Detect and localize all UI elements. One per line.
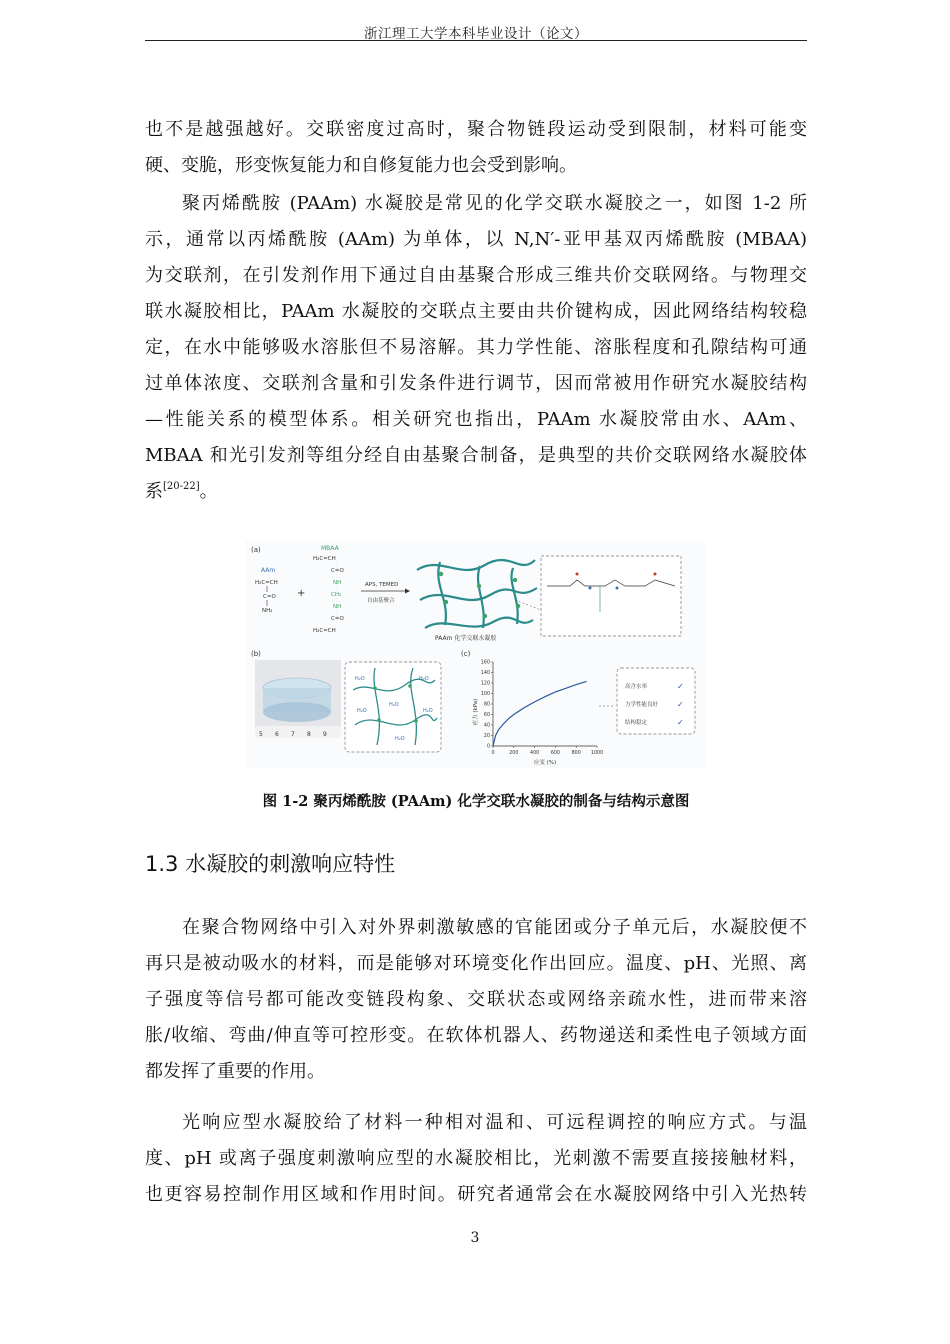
chart-x-tick-label: 800 xyxy=(571,751,581,756)
ruler-mark: 7 xyxy=(291,731,295,738)
page-number: 3 xyxy=(470,1230,480,1246)
water-label: H₂O xyxy=(355,676,365,682)
header-rule xyxy=(145,40,807,41)
ruler xyxy=(255,726,341,738)
water-label: H₂O xyxy=(419,676,429,682)
chart-x-tick-label: 400 xyxy=(530,751,540,756)
text-line: 为交联剂，在引发剂作用下通过自由基聚合形成三维共价交联网络。与物理交 xyxy=(145,265,807,286)
arrow-label-top: APS, TEMED xyxy=(365,582,399,588)
running-header: 浙江理工大学本科毕业设计（论文） xyxy=(364,26,588,42)
paragraph-2 xyxy=(145,186,807,510)
aam-amine: NH₂ xyxy=(262,608,273,614)
water-label: H₂O xyxy=(423,708,433,714)
chart-x-tick-label: 200 xyxy=(509,751,519,756)
figure-svg xyxy=(245,540,705,768)
water-label: H₂O xyxy=(357,708,367,714)
mbaa-nh-bottom: NH xyxy=(333,604,342,610)
paragraph-1 xyxy=(145,112,807,184)
paragraph-4 xyxy=(145,1105,807,1213)
chart-y-tick-label: 40 xyxy=(483,723,490,729)
text-line: 聚丙烯酰胺 (PAAm) 水凝胶是常见的化学交联水凝胶之一，如图 1-2 所 xyxy=(182,193,807,214)
chart-y-tick-label: 100 xyxy=(480,692,490,698)
aam-vinyl: H₂C=CH xyxy=(255,580,278,586)
chart-y-tick-label: 60 xyxy=(483,713,490,719)
water-label: H₂O xyxy=(395,736,405,742)
zoom-box-a xyxy=(541,556,681,636)
polymer-network xyxy=(417,560,537,628)
mbaa-co-top: C=O xyxy=(331,568,344,574)
mbaa-ch2: CH₂ xyxy=(331,592,342,598)
text-line: 也不是越强越好。交联密度过高时，聚合物链段运动受到限制，材料可能变 xyxy=(145,119,807,140)
mbaa-co-bottom: C=O xyxy=(331,616,344,622)
mbaa-label: MBAA xyxy=(321,545,339,552)
chart-y-label: 应力 (kPa) xyxy=(473,698,479,726)
text-end: 系 xyxy=(145,481,163,502)
text-line: 定，在水中能够吸水溶胀但不易溶解。其力学性能、溶胀程度和孔隙结构可通 xyxy=(145,337,807,358)
panel-b-label: (b) xyxy=(251,650,261,658)
ruler-mark: 9 xyxy=(323,731,327,738)
text-line-last xyxy=(145,474,807,510)
legend-item-water: 高含水率 xyxy=(625,684,648,690)
chart-y-tick-label: 0 xyxy=(486,744,490,750)
chart-y-tick-label: 120 xyxy=(480,681,490,687)
text-line: 联水凝胶相比，PAAm 水凝胶的交联点主要由共价键构成，因此网络结构较稳 xyxy=(145,301,807,322)
text-line: 过单体浓度、交联剂含量和引发条件进行调节，因而常被用作研究水凝胶结构 xyxy=(145,373,807,394)
stress-strain-chart xyxy=(481,660,603,756)
paragraph-3 xyxy=(145,910,807,1090)
section-heading: 1.3 水凝胶的刺激响应特性 xyxy=(145,852,396,876)
legend-item-stable: 结构稳定 xyxy=(625,720,648,726)
text-line: 光响应型水凝胶给了材料一种相对温和、可远程调控的响应方式。与温 xyxy=(182,1112,807,1133)
text-line: 子强度等信号都可能改变链段构象、交联状态或网络亲疏水性，进而带来溶 xyxy=(145,989,807,1010)
ruler-mark: 8 xyxy=(307,731,311,738)
chart-y-tick-label: 80 xyxy=(483,702,490,708)
plus-sign: + xyxy=(297,588,306,599)
text-line: 再只是被动吸水的材料，而是能够对环境变化作出回应。温度、pH、光照、离 xyxy=(145,953,807,974)
aam-carbonyl: C=O xyxy=(263,594,276,600)
aam-label: AAm xyxy=(261,567,276,574)
text-line: 也更容易控制作用区域和作用时间。研究者通常会在水凝胶网络中引入光热转 xyxy=(145,1184,807,1205)
chart-x-tick-label: 0 xyxy=(491,751,495,756)
chart-x-tick-label: 600 xyxy=(550,751,560,756)
chart-y-tick-label: 20 xyxy=(483,734,490,740)
figure-caption: 图 1-2 聚丙烯酰胺 (PAAm) 化学交联水凝胶的制备与结构示意图 xyxy=(262,793,690,810)
mbaa-vinyl-bottom: H₂C=CH xyxy=(313,628,336,634)
text-line: —性能关系的模型体系。相关研究也指出，PAAm 水凝胶常由水、AAm、 xyxy=(145,409,807,430)
text-end-punct: 。 xyxy=(199,481,218,502)
mbaa-vinyl-top: H₂C=CH xyxy=(313,556,336,562)
arrow-label-bottom: 自由基聚合 xyxy=(367,598,395,604)
legend-item-mechanical: 力学性能良好 xyxy=(625,702,659,708)
panel-a-label: (a) xyxy=(251,546,261,554)
text-line: 都发挥了重要的作用。 xyxy=(145,1061,325,1082)
chart-series-line xyxy=(493,681,587,746)
citation: [20-22] xyxy=(163,481,200,492)
check-icon: ✓ xyxy=(677,718,684,727)
text-line: 在聚合物网络中引入对外界刺激敏感的官能团或分子单元后，水凝胶便不 xyxy=(182,917,807,938)
panel-c-label: (c) xyxy=(461,650,471,658)
text-line: 示，通常以丙烯酰胺 (AAm) 为单体，以 N,N′-亚甲基双丙烯酰胺 (MBAA) xyxy=(145,229,807,250)
figure-1-2 xyxy=(245,540,705,768)
mbaa-nh-top: NH xyxy=(333,580,342,586)
chart-x-label: 应变 (%) xyxy=(533,760,557,766)
chart-x-tick-label: 1000 xyxy=(590,751,604,756)
text-line: 硬、变脆，形变恢复能力和自修复能力也会受到影响。 xyxy=(145,155,577,176)
text-line: MBAA 和光引发剂等组分经自由基聚合制备，是典型的共价交联网络水凝胶体 xyxy=(145,445,807,466)
text-line: 胀/收缩、弯曲/伸直等可控形变。在软体机器人、药物递送和柔性电子领域方面 xyxy=(145,1025,807,1046)
text-line: 度、pH 或离子强度刺激响应型的水凝胶相比，光刺激不需要直接接触材料， xyxy=(145,1148,807,1169)
chart-y-tick-label: 140 xyxy=(480,671,490,677)
water-label: H₂O xyxy=(389,702,399,708)
network-label: PAAm 化学交联水凝胶 xyxy=(435,635,497,642)
ruler-mark: 6 xyxy=(275,731,279,738)
check-icon: ✓ xyxy=(677,682,684,691)
ruler-mark: 5 xyxy=(259,731,263,738)
chart-y-tick-label: 160 xyxy=(480,660,490,666)
check-icon: ✓ xyxy=(677,700,684,709)
